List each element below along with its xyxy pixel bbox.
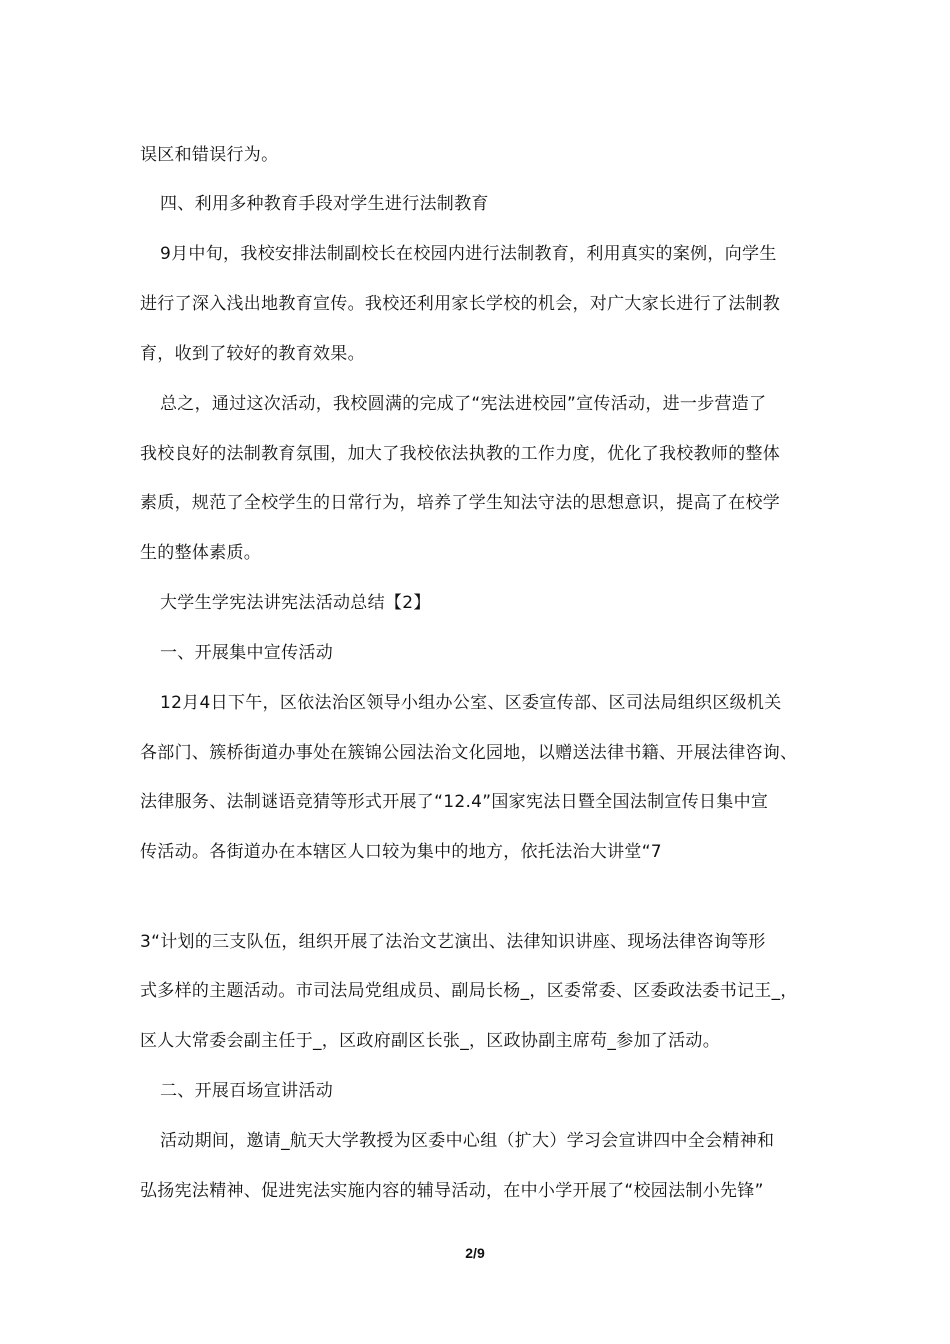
section-heading: 一、开展集中宣传活动 — [160, 643, 333, 663]
section-heading: 四、利用多种教育手段对学生进行法制教育 — [160, 194, 489, 214]
text-line: 9月中旬，我校安排法制副校长在校园内进行法制教育，利用真实的案例，向学生 — [160, 244, 777, 264]
text-line: 素质，规范了全校学生的日常行为，培养了学生知法守法的思想意识，提高了在校学 — [140, 493, 781, 513]
article-title: 大学生学宪法讲宪法活动总结【2】 — [160, 593, 431, 613]
section-heading: 二、开展百场宣讲活动 — [160, 1081, 333, 1101]
text-line: 法律服务、法制谜语竞猜等形式开展了“12.4”国家宪法日暨全国法制宣传日集中宣 — [140, 792, 769, 812]
text-line: 12月4日下午，区依法治区领导小组办公室、区委宣传部、区司法局组织区级机关 — [160, 693, 782, 713]
text-line: 误区和错误行为。 — [140, 145, 279, 165]
text-line: 式多样的主题活动。市司法局党组成员、副局长杨_，区委常委、区委政法委书记王_， — [140, 981, 798, 1001]
text-line: 区人大常委会副主任于_，区政府副区长张_，区政协副主席苟_参加了活动。 — [140, 1031, 720, 1051]
text-line: 我校良好的法制教育氛围，加大了我校依法执教的工作力度，优化了我校教师的整体 — [140, 444, 781, 464]
text-line: 生的整体素质。 — [140, 543, 262, 563]
text-line: 3“计划的三支队伍，组织开展了法治文艺演出、法律知识讲座、现场法律咨询等形 — [140, 932, 766, 952]
text-line: 进行了深入浅出地教育宣传。我校还利用家长学校的机会，对广大家长进行了法制教 — [140, 294, 781, 314]
page-number: 2/9 — [465, 1245, 485, 1261]
text-line: 传活动。各街道办在本辖区人口较为集中的地方，依托法治大讲堂“7 — [140, 842, 662, 862]
text-line: 活动期间，邀请_航天大学教授为区委中心组（扩大）学习会宣讲四中全会精神和 — [160, 1131, 775, 1151]
text-line: 总之，通过这次活动，我校圆满的完成了“宪法进校园”宣传活动，进一步营造了 — [160, 394, 767, 414]
text-line: 弘扬宪法精神、促进宪法实施内容的辅导活动，在中小学开展了“校园法制小先锋” — [140, 1181, 764, 1201]
text-line: 育，收到了较好的教育效果。 — [140, 344, 365, 364]
text-line: 各部门、簇桥街道办事处在簇锦公园法治文化园地，以赠送法律书籍、开展法律咨询、 — [140, 743, 798, 763]
